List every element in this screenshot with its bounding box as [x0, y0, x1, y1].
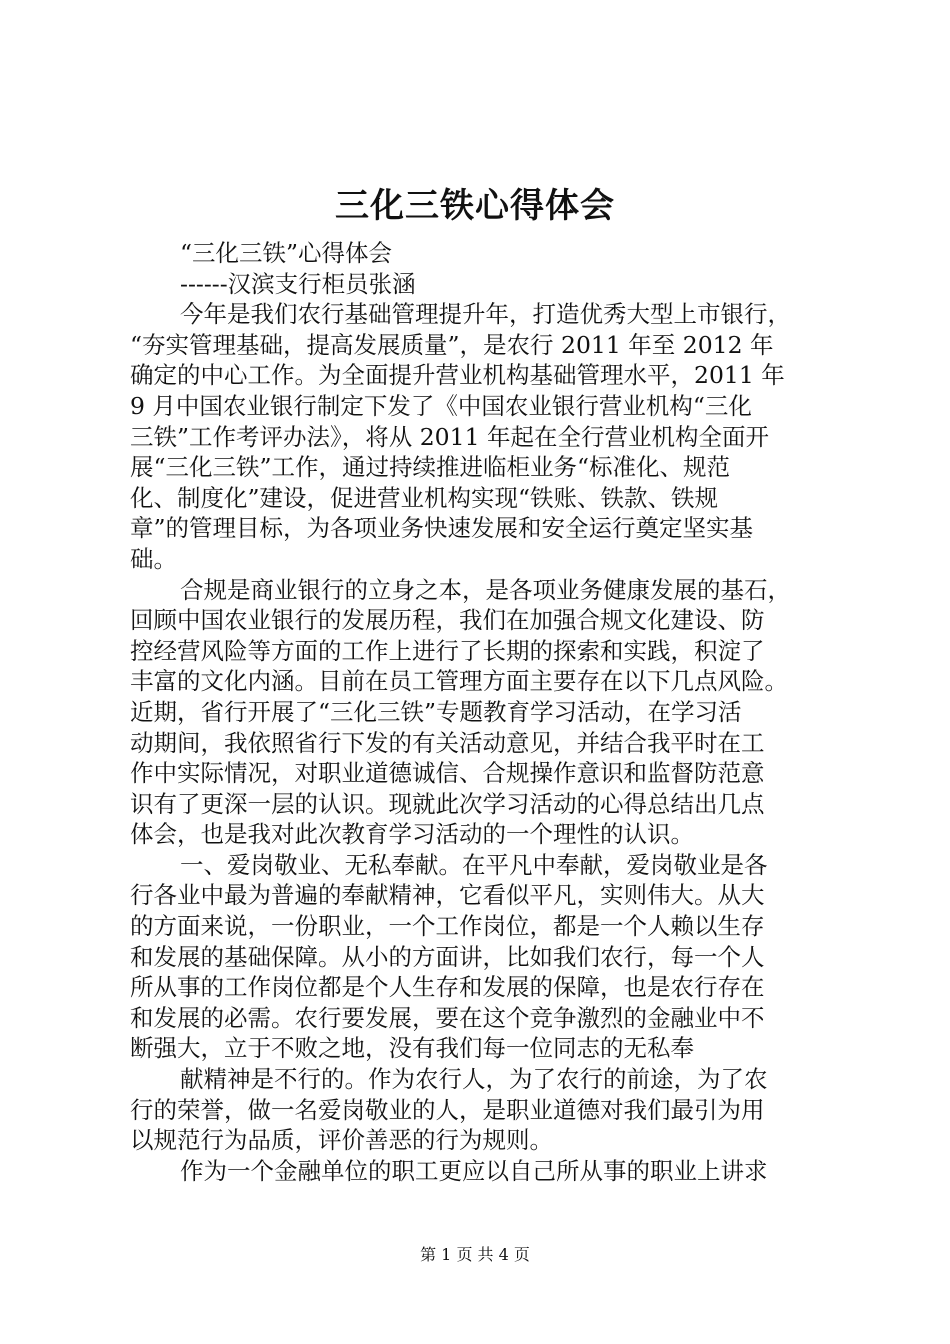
document-title: 三化三铁心得体会 — [335, 186, 615, 226]
paragraph-1-line-4: 9 月中国农业银行制定下发了《中国农业银行营业机构“三化 — [130, 391, 752, 420]
paragraph-2-line-9: 体会，也是我对此次教育学习活动的一个理性的认识。 — [130, 820, 694, 849]
paragraph-2-line-8: 识有了更深一层的认识。现就此次学习活动的心得总结出几点 — [130, 789, 765, 818]
subtitle-line: “三化三铁”心得体会 — [180, 239, 393, 267]
paragraph-2-line-4: 丰富的文化内涵。目前在员工管理方面主要存在以下几点风险。 — [130, 667, 788, 696]
paragraph-1-line-2: “夯实管理基础，提高发展质量”，是农行 2011 年至 2012 年 — [130, 330, 774, 359]
paragraph-3-line-3: 的方面来说，一份职业，一个工作岗位，都是一个人赖以生存 — [130, 912, 765, 941]
paragraph-1-line-8: 章”的管理目标，为各项业务快速发展和安全运行奠定坚实基 — [130, 514, 754, 543]
paragraph-2-line-2: 回顾中国农业银行的发展历程，我们在加强合规文化建设、防 — [130, 606, 765, 635]
paragraph-5-line-1: 作为一个金融单位的职工更应以自己所从事的职业上讲求 — [180, 1156, 768, 1185]
paragraph-1-line-1: 今年是我们农行基础管理提升年，打造优秀大型上市银行， — [180, 300, 791, 329]
paragraph-2-line-1: 合规是商业银行的立身之本，是各项业务健康发展的基石， — [180, 575, 791, 604]
paragraph-2-line-6: 动期间，我依照省行下发的有关活动意见，并结合我平时在工 — [130, 728, 765, 757]
paragraph-1-line-6: 展“三化三铁”工作，通过持续推进临柜业务“标准化、规范 — [130, 453, 731, 482]
paragraph-3-line-2: 行各业中最为普遍的奉献精神，它看似平凡，实则伟大。从大 — [130, 881, 765, 910]
paragraph-4-line-3: 以规范行为品质，评价善恶的行为规则。 — [130, 1126, 553, 1155]
paragraph-2-line-5: 近期，省行开展了“三化三铁”专题教育学习活动，在学习活 — [130, 697, 742, 726]
paragraph-3-line-6: 和发展的必需。农行要发展，要在这个竞争激烈的金融业中不 — [130, 1003, 765, 1032]
paragraph-1-line-7: 化、制度化”建设，促进营业机构实现“铁账、铁款、铁规 — [130, 483, 719, 512]
paragraph-3-line-5: 所从事的工作岗位都是个人生存和发展的保障，也是农行存在 — [130, 973, 765, 1002]
document-body — [130, 238, 835, 1186]
paragraph-2-line-7: 作中实际情况，对职业道德诚信、合规操作意识和监督防范意 — [130, 759, 765, 788]
paragraph-4-line-1: 献精神是不行的。作为农行人，为了农行的前途，为了农 — [180, 1065, 768, 1094]
paragraph-3-line-7: 断强大，立于不败之地，没有我们每一位同志的无私奉 — [130, 1034, 694, 1063]
paragraph-4-line-2: 行的荣誉，做一名爱岗敬业的人，是职业道德对我们最引为用 — [130, 1095, 765, 1124]
paragraph-1-line-3: 确定的中心工作。为全面提升营业机构基础管理水平，2011 年 — [130, 361, 785, 390]
author-line: ------汉滨支行柜员张涵 — [180, 269, 416, 298]
page-footer: 第 1 页 共 4 页 — [420, 1245, 530, 1264]
paragraph-3-line-1: 一、爱岗敬业、无私奉献。在平凡中奉献，爱岗敬业是各 — [180, 850, 768, 879]
paragraph-1-line-5: 三铁”工作考评办法》，将从 2011 年起在全行营业机构全面开 — [130, 422, 770, 451]
paragraph-1-line-9: 础。 — [130, 544, 177, 573]
paragraph-2-line-3: 控经营风险等方面的工作上进行了长期的探索和实践，积淀了 — [130, 636, 765, 665]
paragraph-3-line-4: 和发展的基础保障。从小的方面讲，比如我们农行，每一个人 — [130, 942, 765, 971]
